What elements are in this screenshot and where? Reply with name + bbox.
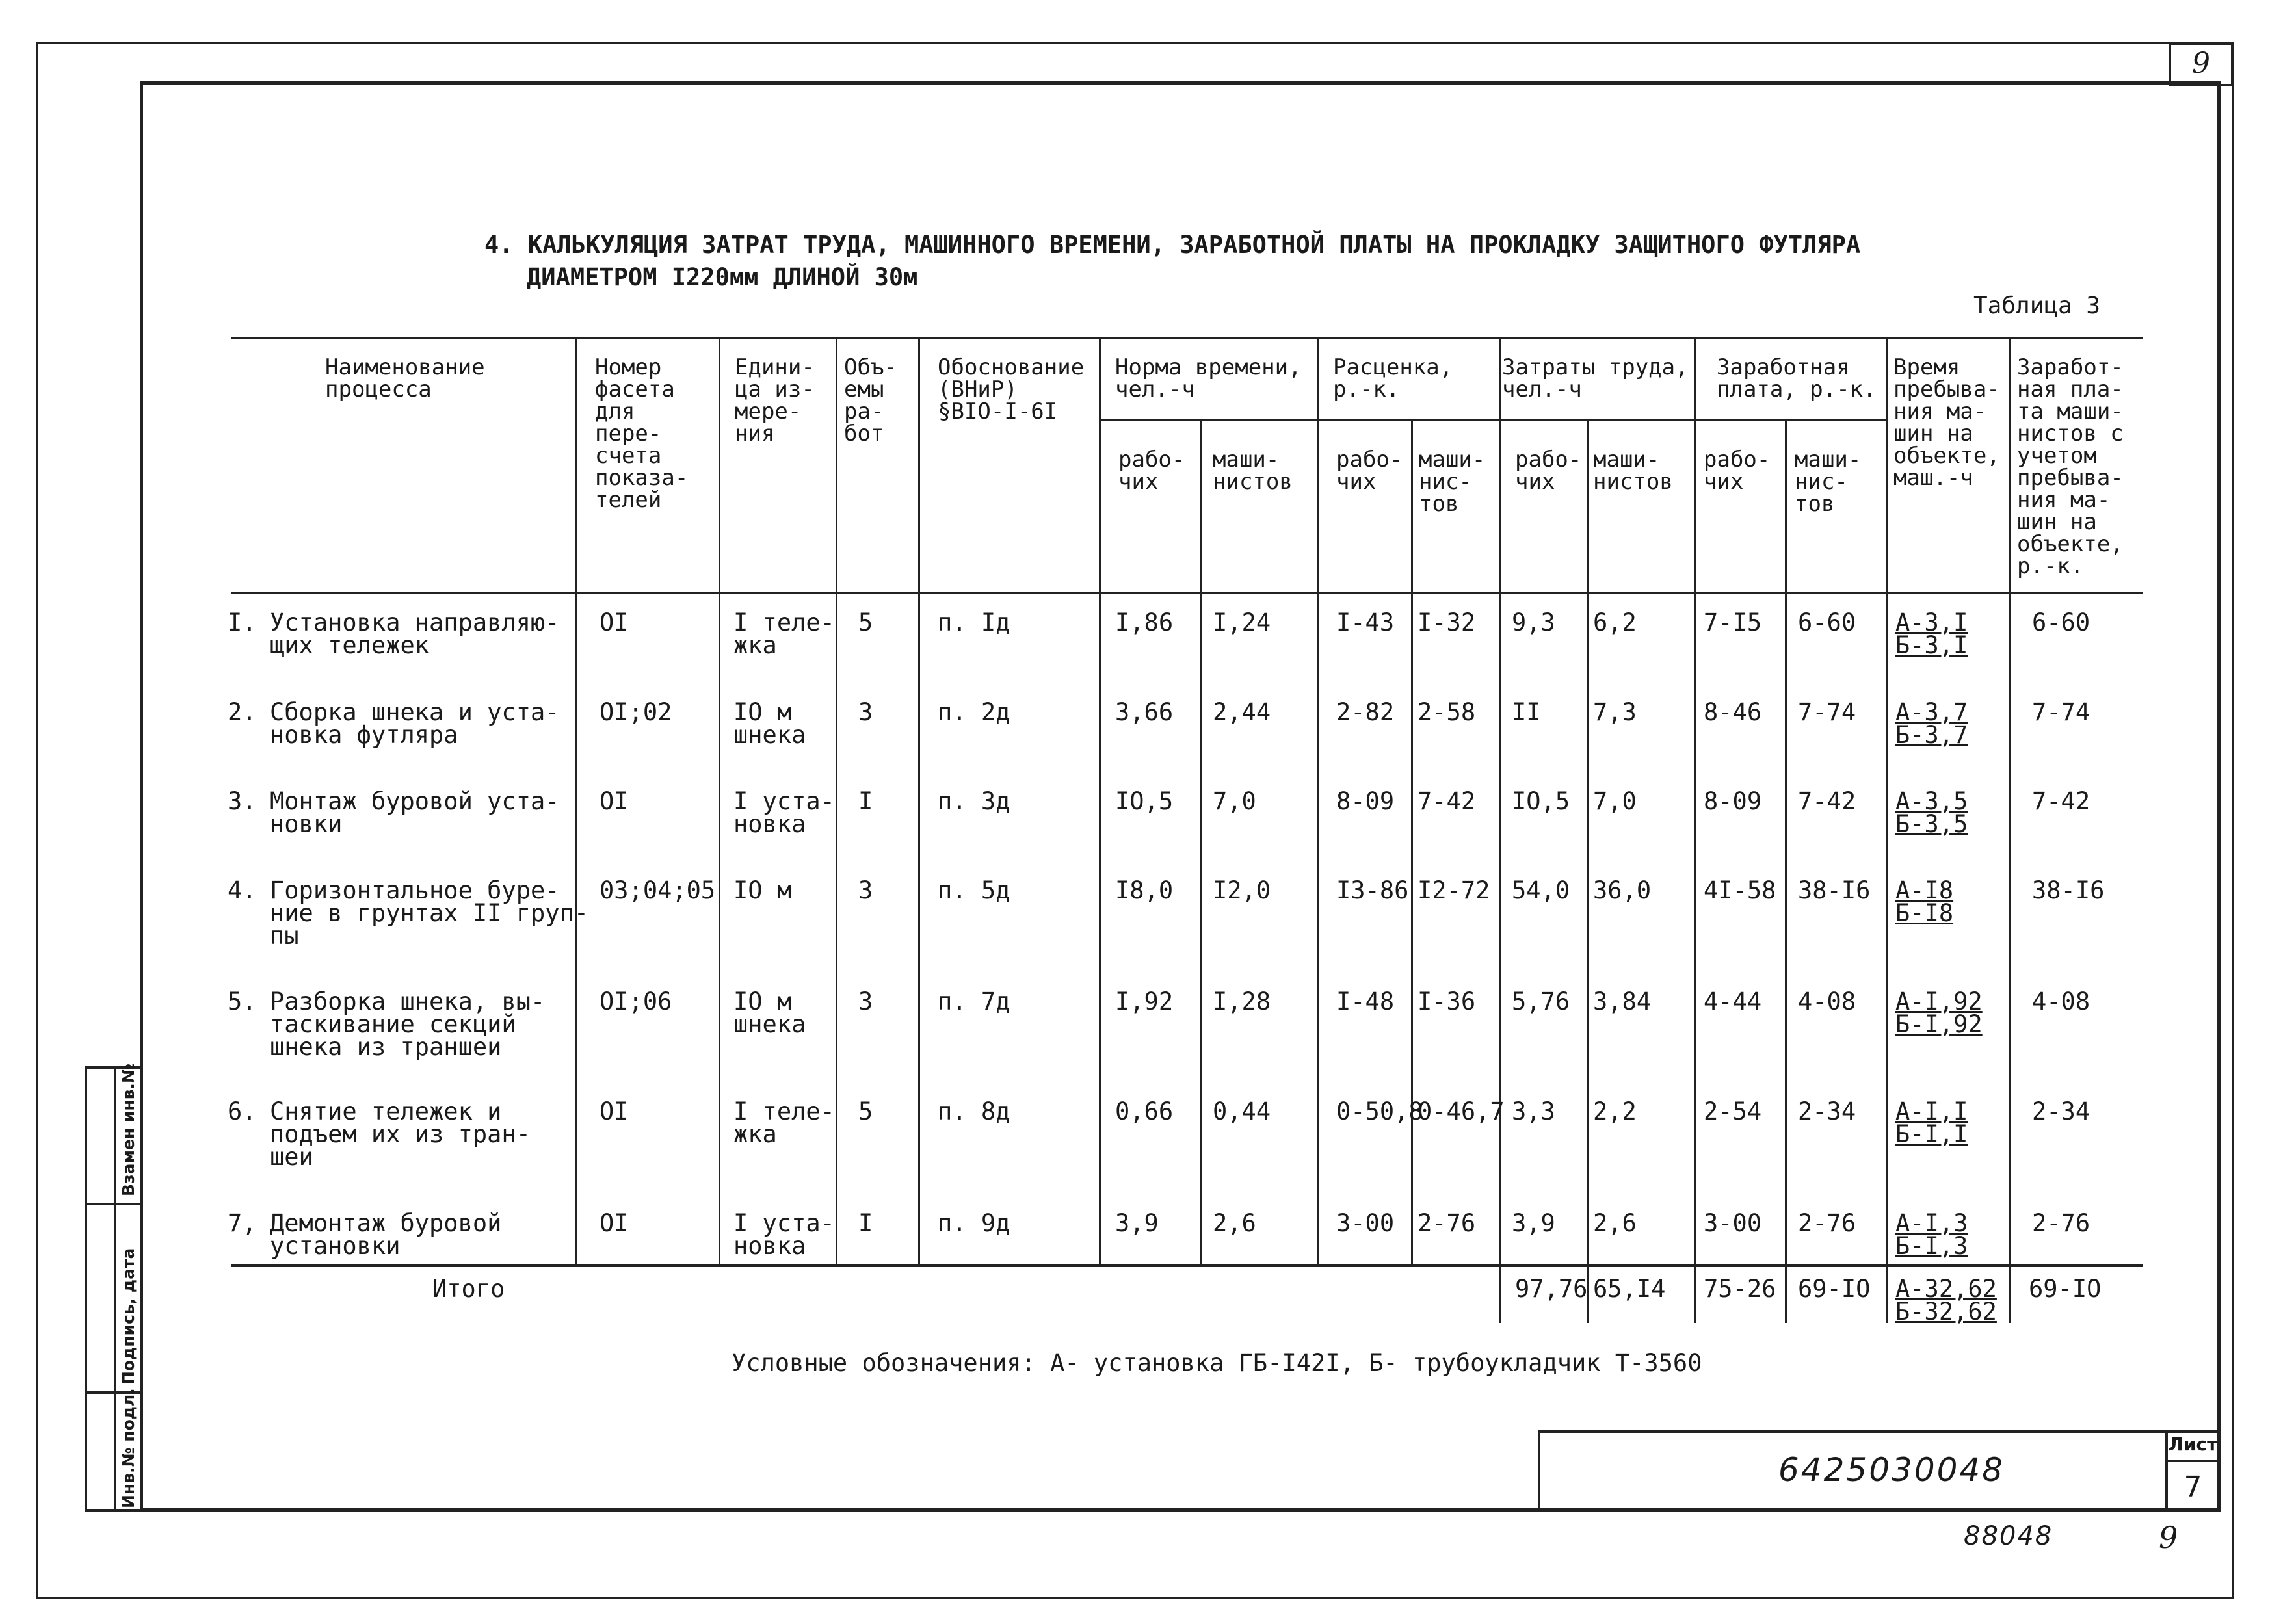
unit-value: I теле- жка [733,609,835,659]
cell-basis: п. 9д [938,1209,1010,1237]
cell-total: 2-34 [2032,1097,2090,1125]
group-subheader-rule [1694,419,1886,421]
table-column-rule [1099,337,1101,1264]
cell-labor-w: II [1512,698,1541,726]
machine-time-value: А-I,3 Б-I,3 [1895,1209,1968,1260]
side-label-inv-podl: Инв.№ подл. [119,1388,138,1508]
cell-wage-w: 4I-58 [1704,876,1776,904]
total-row-rule [1886,1264,1888,1323]
cell-norm-m: I,24 [1213,609,1271,636]
cell-rate-w: I3-86 [1336,876,1409,904]
cell-wage-m: 38-I6 [1798,876,1871,904]
row-number: 5. [228,988,257,1015]
cell-labor-w: 9,3 [1512,609,1555,636]
unit-value: I уста- новка [733,1209,835,1260]
cell-norm-m: 0,44 [1213,1097,1271,1125]
cell-rate-m: 2-76 [1417,1209,1476,1237]
cell-norm-m: I2,0 [1213,876,1271,904]
unit-value: IO м [733,876,792,904]
header-wage-total: Заработ- ная пла- та маши- нистов с учетом пребыва- ния ма- шин на объекте, р.-к. [2017,354,2124,579]
table-column-rule [836,337,837,1264]
cell-volume: 5 [858,1097,873,1125]
table-total-rule [231,1264,2143,1267]
cell-wage-w: 2-54 [1704,1097,1762,1125]
cell-rate-w: 8-09 [1336,787,1395,815]
cell-labor-m: 2,2 [1593,1097,1637,1125]
cell-facet: OI;06 [600,988,672,1015]
cell-norm-w: I8,0 [1115,876,1174,904]
cell-labor-w: IO,5 [1512,787,1570,815]
cell-norm-m: 2,44 [1213,698,1271,726]
header-labor-machinists: маши- нистов [1593,447,1673,495]
table-subcolumn-rule [1200,419,1202,1264]
cell-labor-w: 5,76 [1512,988,1570,1015]
machine-time-value: А-I,92 Б-I,92 [1895,988,1983,1038]
title-line-1: 4. КАЛЬКУЛЯЦИЯ ЗАТРАТ ТРУДА, МАШИННОГО ВРЕМЕНИ, ЗАРАБОТНОЙ ПЛАТЫ НА ПРОКЛАДКУ ЗАЩИТНОГО ФУТЛЯРА [484,231,1861,259]
document-code: 6425030048 [1778,1451,2005,1489]
cell-wage-m: 7-42 [1798,787,1856,815]
cell-volume: I [858,1209,873,1237]
header-norm-workers: рабо- чих [1118,447,1185,495]
unit-value: I уста- новка [733,787,835,838]
cell-norm-m: I,28 [1213,988,1271,1015]
cell-labor-m: 7,0 [1593,787,1637,815]
cell-total: 4-08 [2032,988,2090,1015]
row-number: 3. [228,787,257,815]
table-column-rule [719,337,720,1264]
process-name: Горизонтальное буре- ние в грунтах II груп- пы [270,876,589,950]
cell-rate-m: I-32 [1417,609,1476,636]
total-row-rule [2009,1264,2011,1323]
table-column-rule [2009,337,2011,1264]
header-volume: Объ- емы ра- бот [844,354,897,447]
cell-volume: I [858,787,873,815]
totals-wage-total: 69-IO [2029,1275,2102,1303]
cell-labor-m: 3,84 [1593,988,1652,1015]
table-top-rule [231,337,2143,339]
cell-basis: п. 5д [938,876,1010,904]
header-wage-workers: рабо- чих [1704,447,1771,495]
cell-wage-m: 7-74 [1798,698,1856,726]
table-column-rule [918,337,920,1264]
cell-norm-w: 0,66 [1115,1097,1174,1125]
row-number: 4. [228,876,257,904]
title-line-2: ДИАМЕТРОМ I220мм ДЛИНОЙ 30м [527,263,918,291]
totals-labor-workers: 97,76 [1515,1275,1588,1303]
totals-label: Итого [432,1275,505,1303]
cell-rate-w: 0-50,8 [1336,1097,1423,1125]
cell-labor-w: 3,9 [1512,1209,1555,1237]
cell-volume: 3 [858,698,873,726]
cell-total: 2-76 [2032,1209,2090,1237]
cell-wage-w: 8-46 [1704,698,1762,726]
header-norm-machinists: маши- нистов [1213,447,1293,495]
cell-facet: OI;02 [600,698,672,726]
cell-norm-w: 3,9 [1115,1209,1159,1237]
cell-total: 7-42 [2032,787,2090,815]
cell-norm-m: 7,0 [1213,787,1256,815]
side-label-replacement-inv: Взамен инв.№ [119,1063,138,1196]
row-number: 6. [228,1097,257,1125]
bottom-page-number: 9 [2159,1520,2178,1555]
process-name: Снятие тележек и подъем их из тран- шеи [270,1097,531,1171]
cell-total: 7-74 [2032,698,2090,726]
cell-norm-w: IO,5 [1115,787,1174,815]
total-row-rule [1499,1264,1501,1323]
header-rate-machinists: маши- нис- тов [1419,447,1486,517]
machine-time-value: А-I8 Б-I8 [1895,876,1954,927]
cell-basis: п. 8д [938,1097,1010,1125]
totals-labor-machinists: 65,I4 [1593,1275,1666,1303]
table-column-rule [1317,337,1319,1264]
cell-labor-m: 6,2 [1593,609,1637,636]
cell-basis: п. Iд [938,609,1010,636]
process-name: Разборка шнека, вы- таскивание секций шнека из траншеи [270,988,546,1061]
cell-wage-m: 2-76 [1798,1209,1856,1237]
total-row-rule [1694,1264,1696,1323]
machine-time-value: А-3,I Б-3,I [1895,609,1968,659]
corner-page-number: 9 [2192,47,2210,80]
machine-time-value: А-3,7 Б-3,7 [1895,698,1968,749]
unit-value: IO м шнека [733,988,806,1038]
header-basis: Обоснование (ВНиР) §BIO-I-6I [938,354,1085,425]
cell-facet: OI [600,609,629,636]
cell-rate-m: I2-72 [1417,876,1490,904]
machine-time-value: А-I,I Б-I,I [1895,1097,1968,1148]
table-column-rule [1886,337,1888,1264]
cell-rate-m: 7-42 [1417,787,1476,815]
header-wage-machinists: маши- нис- тов [1795,447,1862,517]
header-norm-time: Норма времени, чел.-ч [1115,354,1302,402]
legend-note: Условные обозначения: А- установка ГБ-I42I, Б- трубоукладчик Т-3560 [732,1349,1702,1377]
cell-total: 6-60 [2032,609,2090,636]
header-labor-workers: рабо- чих [1515,447,1582,495]
cell-wage-m: 4-08 [1798,988,1856,1015]
cell-rate-w: 3-00 [1336,1209,1395,1237]
row-number: I. [228,609,257,636]
cell-rate-m: I-36 [1417,988,1476,1015]
group-subheader-rule [1099,419,1317,421]
cell-norm-m: 2,6 [1213,1209,1256,1237]
cell-volume: 3 [858,988,873,1015]
cell-wage-w: 3-00 [1704,1209,1762,1237]
bottom-code: 88048 [1964,1521,2053,1551]
cell-volume: 5 [858,609,873,636]
process-name: Демонтаж буровой установки [270,1209,502,1260]
machine-time-value: А-3,5 Б-3,5 [1895,787,1968,838]
cell-rate-w: 2-82 [1336,698,1395,726]
cell-wage-m: 6-60 [1798,609,1856,636]
cell-wage-w: 7-I5 [1704,609,1762,636]
cell-facet: OI [600,1209,629,1237]
header-facet: Номер фасета для пере- счета показа- телей [595,354,689,513]
group-subheader-rule [1499,419,1694,421]
side-divider-v [114,1066,116,1512]
cell-rate-w: I-48 [1336,988,1395,1015]
cell-volume: 3 [858,876,873,904]
cell-facet: OI [600,787,629,815]
header-rate-workers: рабо- чих [1336,447,1403,495]
cell-labor-m: 36,0 [1593,876,1652,904]
process-name: Установка направляю- щих тележек [270,609,560,659]
cell-facet: 03;04;05 [600,876,716,904]
row-number: 7, [228,1209,257,1237]
cell-basis: п. 2д [938,698,1010,726]
sheet-divider [2165,1460,2221,1462]
cell-rate-m: 2-58 [1417,698,1476,726]
header-labor: Затраты труда, чел.-ч [1502,354,1689,402]
table-header-rule [231,592,2143,594]
table-column-rule [575,337,577,1264]
totals-wage-machinists: 69-IO [1798,1275,1871,1303]
cell-labor-m: 2,6 [1593,1209,1637,1237]
cell-wage-w: 8-09 [1704,787,1762,815]
sheet-number: 7 [2183,1471,2202,1504]
side-label-signature-date: Подпись, дата [119,1248,138,1385]
cell-wage-m: 2-34 [1798,1097,1856,1125]
header-process: Наименование процесса [325,354,485,402]
cell-rate-w: I-43 [1336,609,1395,636]
header-machine-time: Время пребыва- ния ма- шин на объекте, маш.-ч [1893,354,2000,491]
cell-labor-m: 7,3 [1593,698,1637,726]
header-rate: Расценка, р.-к. [1333,354,1453,402]
cell-wage-w: 4-44 [1704,988,1762,1015]
cell-labor-w: 3,3 [1512,1097,1555,1125]
totals-machine-time: А-32,62 Б-32,62 [1895,1275,1997,1326]
cell-facet: OI [600,1097,629,1125]
cell-labor-w: 54,0 [1512,876,1570,904]
cell-norm-w: I,92 [1115,988,1174,1015]
cell-norm-w: 3,66 [1115,698,1174,726]
unit-value: IO м шнека [733,698,806,749]
row-number: 2. [228,698,257,726]
table-subcolumn-rule [1785,419,1787,1264]
process-name: Сборка шнека и уста- новка футляра [270,698,560,749]
totals-wage-workers: 75-26 [1704,1275,1776,1303]
cell-norm-w: I,86 [1115,609,1174,636]
cell-total: 38-I6 [2032,876,2105,904]
cell-rate-m: 0-46,7 [1417,1097,1505,1125]
cell-basis: п. 7д [938,988,1010,1015]
total-row-rule [1785,1264,1787,1323]
group-subheader-rule [1317,419,1499,421]
cell-basis: п. 3д [938,787,1010,815]
unit-value: I теле- жка [733,1097,835,1148]
table-column-rule [1694,337,1696,1264]
process-name: Монтаж буровой уста- новки [270,787,560,838]
table-subcolumn-rule [1411,419,1413,1264]
table-subcolumn-rule [1587,419,1589,1264]
table-caption: Таблица 3 [1973,293,2101,319]
sheet-label: Лист [2168,1434,2218,1455]
header-unit: Едини- ца из- мере- ния [735,354,815,447]
header-wage: Заработная плата, р.-к. [1717,354,1877,402]
